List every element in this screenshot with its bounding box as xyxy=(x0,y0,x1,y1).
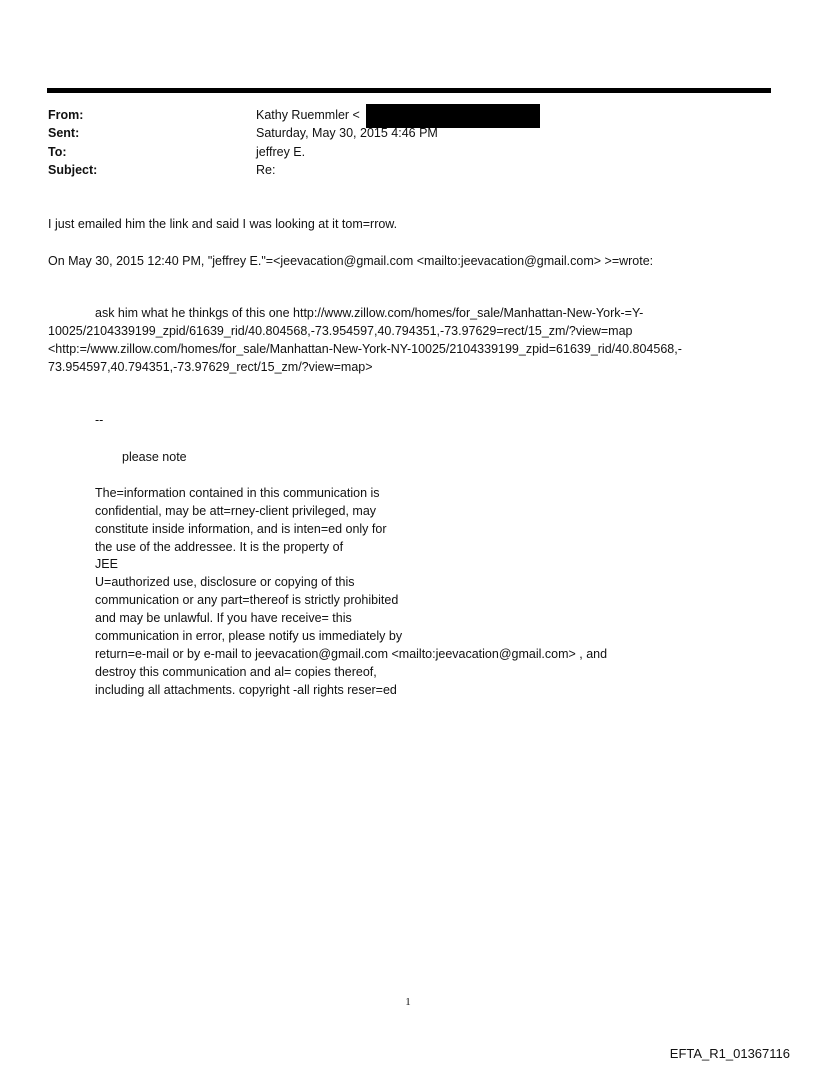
disclaimer-line: the use of the addressee. It is the property of xyxy=(95,540,344,554)
quote-intro: On May 30, 2015 12:40 PM, "jeffrey E."=<jeevacation@gmail.com <mailto:jeevacation@gmail.com> >=wrote: xyxy=(48,254,654,268)
disclaimer-line: destroy this communication and al= copies thereof, xyxy=(95,665,377,679)
disclaimer-line: confidential, may be att=rney-client privileged, may xyxy=(95,504,377,518)
quoted-line: 73.954597,40.794351,-73.97629_rect/15_zm/?view=map> xyxy=(48,360,373,374)
quoted-line: ask him what he thinkgs of this one http://www.zillow.com/homes/for_sale/Manhattan-New-York-=Y- xyxy=(95,306,644,320)
disclaimer-line: constitute inside information, and is inten=ed only for xyxy=(95,522,387,536)
sent-value: Saturday, May 30, 2015 4:46 PM xyxy=(256,126,438,140)
disclaimer-line: The=information contained in this communication is xyxy=(95,486,380,500)
disclaimer-line: and may be unlawful. If you have receive= this xyxy=(95,611,352,625)
disclaimer-line: JEE xyxy=(95,557,118,571)
disclaimer-line: including all attachments. copyright -all rights reser=ed xyxy=(95,683,397,697)
disclaimer-line: U=authorized use, disclosure or copying of this xyxy=(95,575,355,589)
redaction-block xyxy=(366,104,540,128)
quoted-line: <http:=/www.zillow.com/homes/for_sale/Manhattan-New-York-NY-10025/2104339199_zpid=61639_rid/40.804568,- xyxy=(48,342,682,356)
to-label: To: xyxy=(48,145,67,159)
subject-label: Subject: xyxy=(48,163,98,177)
subject-value: Re: xyxy=(256,163,276,177)
disclaimer-line: return=e-mail or by e-mail to jeevacation@gmail.com <mailto:jeevacation@gmail.com> , and xyxy=(95,647,608,661)
reply-line: I just emailed him the link and said I was looking at it tom=rrow. xyxy=(48,217,398,231)
disclaimer-line: communication in error, please notify us immediately by xyxy=(95,629,403,643)
quoted-line: 10025/2104339199_zpid/61639_rid/40.804568,-73.954597,40.794351,-73.97629=rect/15_zm/?view=map xyxy=(48,324,633,338)
signature-separator: -- xyxy=(95,413,104,427)
header-rule xyxy=(47,88,771,93)
page-number: 1 xyxy=(405,996,411,1008)
disclaimer-line: communication or any part=thereof is strictly prohibited xyxy=(95,593,399,607)
document-id: EFTA_R1_01367116 xyxy=(669,1046,790,1061)
from-label: From: xyxy=(48,108,84,122)
from-value: Kathy Ruemmler < xyxy=(256,108,360,122)
sent-label: Sent: xyxy=(48,126,80,140)
please-note: please note xyxy=(122,450,187,464)
to-value: jeffrey E. xyxy=(256,145,306,159)
